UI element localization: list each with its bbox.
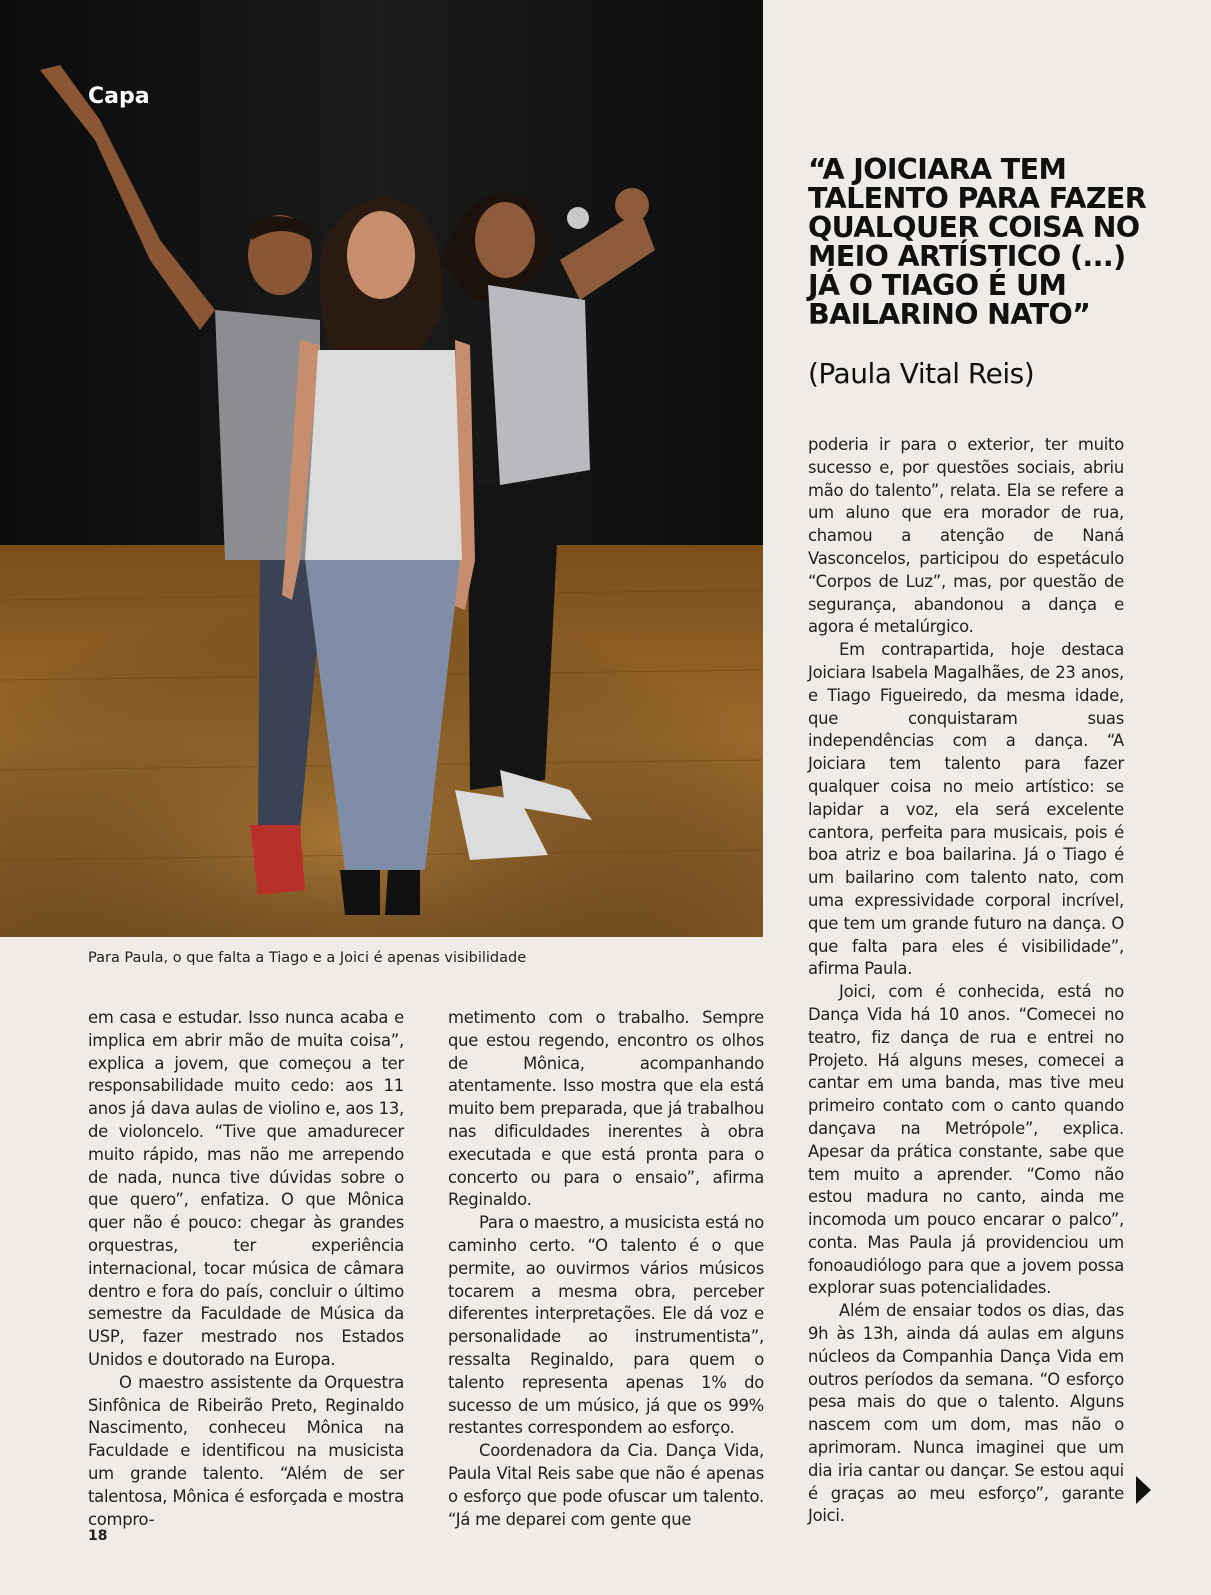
paragraph: Joici, com é conhecida, está no Dança Vida há 10 anos. “Comecei no teatro, fiz dança de rua e entrei no Projeto. Há alguns meses, comecei a cantar em uma banda, mas tive meu primeiro contato com o canto quando dançava na Metrópole”, explica. Apesar da prática constante, sabe que tem muito a aprender. “Como não estou madura no canto, ainda me incomoda um pouco encarar o palco”, conta. Mas Paula já providenciou um fonoaudiólogo para que a jovem possa explorar suas potencialidades. xyxy=(808,982,1124,1298)
article-column-3 xyxy=(808,434,1124,1528)
paragraph: Coordenadora da Cia. Dança Vida, Paula Vital Reis sabe que não é apenas o esforço que pode ofuscar um talento. “Já me deparei com gente que xyxy=(448,1441,764,1529)
section-tag: Capa xyxy=(88,84,150,109)
paragraph: poderia ir para o exterior, ter muito sucesso e, por questões sociais, abriu mão do talento”, relata. Ela se refere a um aluno que era morador de rua, chamou a atenção de Naná Vasconcelos, participou do espetáculo “Corpos de Luz”, mas, por questão de segurança, abandonou a dança e agora é metalúrgico. xyxy=(808,435,1124,637)
pull-quote: “A JOICIARA TEM TALENTO PARA FAZER QUALQUER COISA NO MEIO ARTÍSTICO (...) JÁ O TIAGO É UM BAILARINO NATO” xyxy=(808,153,1147,331)
paragraph: Em contrapartida, hoje destaca Joiciara Isabela Magalhães, de 23 anos, e Tiago Figueiredo, da mesma idade, que conquistaram suas independências com a dança. “A Joiciara tem talento para fazer qualquer coisa no meio artístico: se lapidar a voz, ela será excelente cantora, perfeita para musicais, pois é boa atriz e boa bailarina. Já o Tiago é um bailarino com talento nato, com uma expressividade corporal incrível, que tem um grande futuro na dança. O que falta para eles é visibilidade”, afirma Paula. xyxy=(808,640,1124,979)
paragraph: metimento com o trabalho. Sempre que estou regendo, encontro os olhos de Mônica, acompanhando atentamente. Isso mostra que ela está muito bem preparada, que já trabalhou nas dificuldades inerentes à obra executada e que está pronta para o concerto ou para o ensaio”, afirma Reginaldo. xyxy=(448,1008,764,1210)
paragraph: Para o maestro, a musicista está no caminho certo. “O talento é o que permite, ao ouvirmos vários músicos tocarem a mesma obra, perceber diferentes interpretações. Ele dá voz e personalidade ao instrumentista”, ressalta Reginaldo, para quem o talento representa apenas 1% do sucesso de um músico, já que os 99% restantes correspondem ao esforço. xyxy=(448,1213,764,1438)
photo-caption: Para Paula, o que falta a Tiago e a Joici é apenas visibilidade xyxy=(88,950,527,966)
page-number: 18 xyxy=(88,1528,108,1544)
paragraph: O maestro assistente da Orquestra Sinfônica de Ribeirão Preto, Reginaldo Nascimento, conheceu Mônica na Faculdade e identificou na musicista um grande talento. “Além de ser talentosa, Mônica é esforçada e mostra compro- xyxy=(88,1372,404,1529)
paragraph: Além de ensaiar todos os dias, das 9h às 13h, ainda dá aulas em alguns núcleos da Companhia Dança Vida em outros períodos da semana. “O esforço pesa mais do que o talento. Alguns nascem com um dom, mas não o aprimoram. Nunca imaginei que um dia iria cantar ou dançar. Se estou aqui é graças ao meu esforço”, garante Joici. xyxy=(808,1301,1124,1526)
next-page-arrow-icon[interactable] xyxy=(1136,1476,1151,1504)
pull-quote-attribution: (Paula Vital Reis) xyxy=(808,357,1035,390)
stage-photo-illustration xyxy=(0,0,763,937)
article-column-1 xyxy=(88,1007,404,1531)
article-column-2 xyxy=(448,1007,764,1531)
paragraph: em casa e estudar. Isso nunca acaba e implica em abrir mão de muita coisa”, explica a jovem, que começou a ter responsabilidade muito cedo: aos 11 anos já dava aulas de violino e, aos 13, de violoncelo. “Tive que amadurecer muito rápido, mas não me arrependo de nada, nunca tive dúvidas sobre o que quero”, enfatiza. O que Mônica quer não é pouco: chegar às grandes orquestras, ter experiência internacional, tocar música de câmara dentro e fora do país, concluir o último semestre da Faculdade de Música da USP, fazer mestrado nos Estados Unidos e doutorado na Europa. xyxy=(88,1008,404,1369)
cover-photo xyxy=(0,0,763,937)
